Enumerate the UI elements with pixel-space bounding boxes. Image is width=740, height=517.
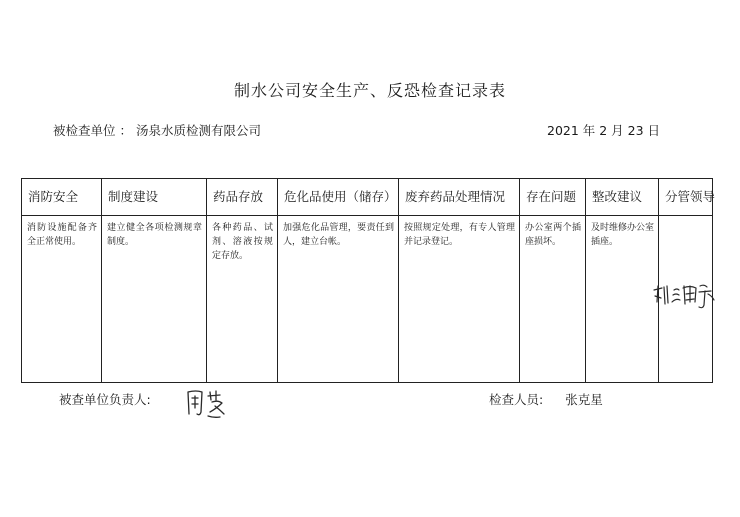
column-rectification (586, 179, 659, 382)
responsible-label: 被查单位负责人: (59, 392, 151, 407)
responsible-person (59, 390, 151, 408)
column-hazardous-chemicals (278, 179, 399, 382)
table-header-cell: 废弃药品处理情况 (405, 189, 506, 204)
table-header-cell: 整改建议 (592, 189, 643, 204)
table-cell: 各种药品、试剂、溶液按规定存放。 (212, 223, 273, 261)
table-cell: 消防设施配备齐全正常使用。 (27, 223, 97, 247)
responsible-signature-image (184, 386, 236, 422)
column-drug-storage (207, 179, 278, 382)
table-header-cell: 药品存放 (213, 189, 264, 204)
inspected-unit (53, 121, 261, 139)
column-existing-problems (520, 179, 586, 382)
table-header-cell: 分管领导 (665, 189, 716, 204)
inspector-label: 检查人员: (489, 392, 544, 407)
table-cell: 建立健全各项检测规章制度。 (107, 223, 202, 247)
inspector (489, 390, 603, 408)
table-header-cell: 消防安全 (28, 189, 79, 204)
inspection-date: 2021 年 2 月 23 日 (547, 123, 661, 138)
table-header-cell: 制度建设 (108, 189, 159, 204)
table-header-cell: 危化品使用（储存） (284, 189, 397, 204)
inspected-unit-name: 汤泉水质检测有限公司 (135, 123, 261, 138)
column-fire-safety (22, 179, 102, 382)
inspector-name: 张克星 (565, 392, 603, 407)
table-cell: 及时维修办公室插座。 (591, 223, 655, 247)
column-system-building (102, 179, 207, 382)
table-cell: 办公室两个插座损坏。 (525, 223, 581, 247)
table-cell: 按照规定处理，有专人管理并记录登记。 (404, 223, 515, 247)
document-title: 制水公司安全生产、反恐检查记录表 (233, 81, 506, 100)
table-header-cell: 存在问题 (526, 189, 577, 204)
leader-signature-image (652, 280, 716, 314)
table-cell: 加强危化品管理，要责任到人，建立台帐。 (283, 223, 394, 247)
column-waste-disposal (399, 179, 520, 382)
inspected-unit-label: 被检查单位 ： (53, 123, 132, 138)
inspection-table (21, 178, 716, 383)
